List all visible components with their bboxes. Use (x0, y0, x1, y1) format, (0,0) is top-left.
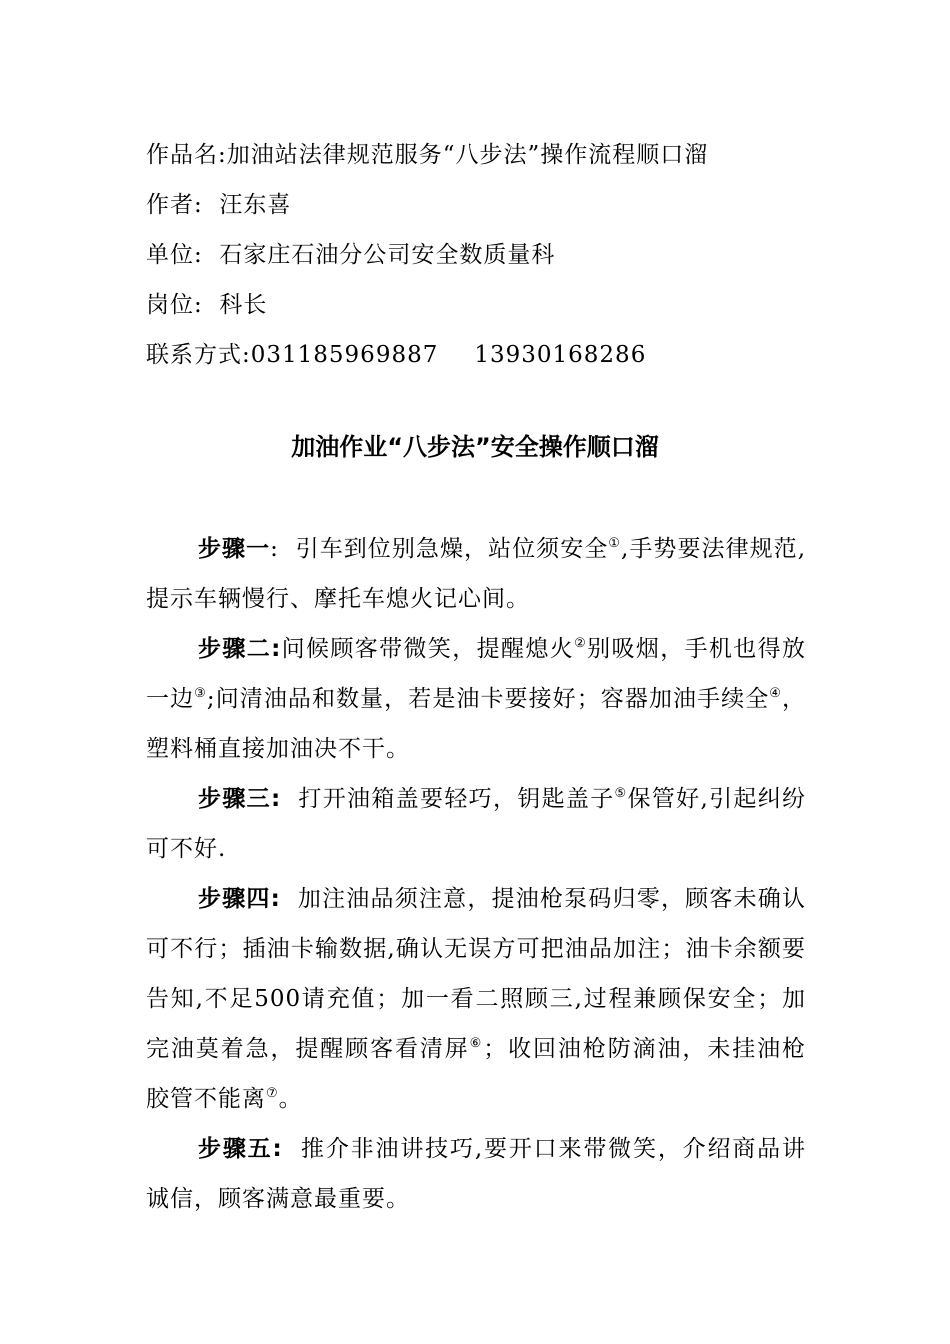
author-value: 汪东喜 (219, 192, 292, 218)
unit-line (146, 230, 826, 280)
step-text: 。 (278, 1086, 303, 1112)
step-text: 打开油箱盖要轻巧，钥匙盖子 (298, 786, 615, 812)
contact-line (146, 330, 826, 380)
step-4 (146, 874, 806, 1124)
author-line (146, 180, 826, 230)
author-label: 作者: (146, 192, 203, 218)
step-5 (146, 1124, 806, 1224)
step-text: 加注油品须注意，提油枪泵码归零，顾客未确认可不行；插油卡输数据,确认无误方可把油品加注；油卡余额要告知,不足500请充值；加一看二照顾三,过程兼顾保安全；加完油莫着急，提醒顾客看清屏 (146, 886, 807, 1062)
author-info (146, 130, 826, 380)
step-label: 步骤二: (198, 636, 282, 662)
post-value: 科长 (219, 292, 268, 318)
step-text: ,手势要法律规范,提示车辆慢行、摩托车熄火记心间。 (146, 536, 807, 612)
step-2 (146, 624, 806, 774)
footnote-marker: ④ (769, 686, 783, 701)
step-text: 保管好,引起纠纷可不好. (146, 786, 807, 862)
footnote-marker: ② (574, 636, 588, 651)
step-label: 步骤三: (198, 786, 282, 812)
footnote-marker: ⑥ (469, 1036, 484, 1051)
post-line (146, 280, 826, 330)
steps-body (146, 524, 806, 1224)
step-3 (146, 774, 806, 874)
work-name-line (146, 130, 826, 180)
footnote-marker: ③ (194, 686, 207, 701)
footnote-marker: ① (608, 536, 622, 551)
work-name-value: 加油站法律规范服务“八步法”操作流程顺口溜 (226, 142, 709, 168)
step-text: 问候顾客带微笑，提醒熄火 (281, 636, 575, 662)
step-separator: : (270, 536, 279, 562)
step-text: ；收回油枪防滴油，未挂油枪胶管不能离 (146, 1036, 807, 1112)
contact-label: 联系方式: (146, 342, 251, 368)
footnote-marker: ⑦ (266, 1086, 279, 1101)
step-text: ，塑料桶直接加油决不干。 (146, 686, 807, 762)
step-text: ;问清油品和数量，若是油卡要接好；容器加油手续全 (206, 686, 770, 712)
step-label: 步骤四: (198, 886, 281, 912)
step-text: 推介非油讲技巧,要开口来带微笑，介绍商品讲诚信，顾客满意最重要。 (146, 1136, 806, 1212)
step-label: 步骤一 (198, 536, 271, 562)
footnote-marker: ⑤ (614, 786, 628, 801)
document-title: 加油作业“八步法”安全操作顺口溜 (291, 433, 659, 461)
step-1 (146, 524, 806, 624)
step-text: 别吸烟，手机也得放一边 (146, 636, 807, 712)
contact-phone-2: 13930168286 (474, 342, 647, 368)
unit-label: 单位: (146, 242, 203, 268)
step-text: 引车到位别急燥，站位须安全 (295, 536, 609, 562)
step-label: 步骤五: (198, 1136, 283, 1162)
unit-value: 石家庄石油分公司安全数质量科 (219, 242, 556, 268)
work-name-label: 作品名: (146, 142, 227, 168)
post-label: 岗位: (146, 292, 203, 318)
contact-phone-1: 03118596988​7 (250, 342, 439, 368)
